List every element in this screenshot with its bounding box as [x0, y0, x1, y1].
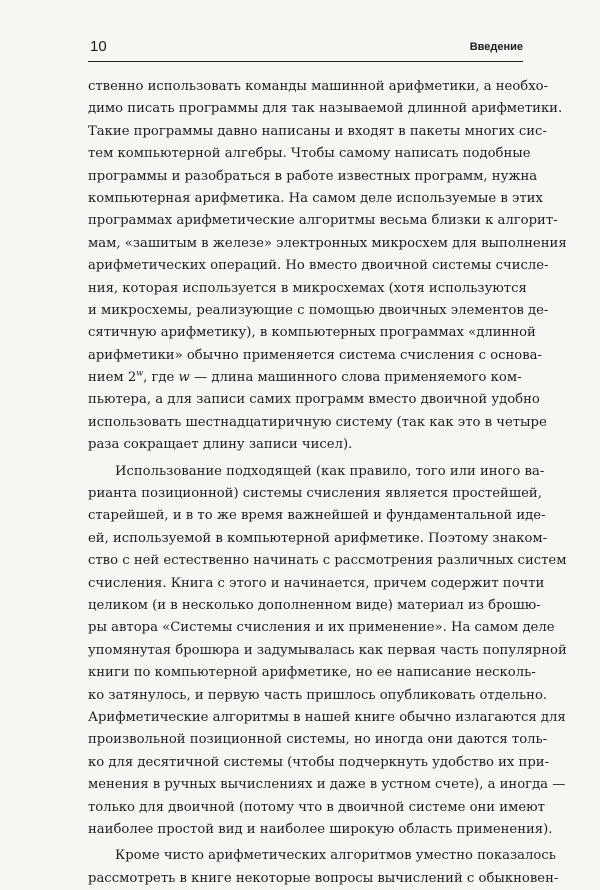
- text-line: упомянутая брошюра и задумывалась как первая часть популярной: [88, 642, 567, 658]
- text-line: ния, которая используется в микросхемах (хотя используются: [88, 280, 527, 296]
- text-line: Кроме чисто арифметических алгоритмов уместно показалось: [115, 848, 556, 864]
- formula-pre: нием 2: [88, 370, 137, 386]
- text-line: старейшей, и в то же время важнейшей и фундаментальной иде-: [88, 508, 546, 524]
- header-rule: [88, 61, 523, 62]
- text-line: ко затянулось, и первую часть пришлось опубликовать отдельно.: [88, 687, 548, 703]
- text-line: арифметики» обычно применяется система счисления с основа-: [88, 347, 542, 363]
- text-line: и микросхемы, реализующие с помощью двоичных элементов де-: [88, 302, 549, 318]
- paragraph-2: [88, 461, 567, 842]
- text-line: ры автора «Системы счисления и их применение». На самом деле: [88, 620, 555, 636]
- text-line: димо писать программы для так называемой длинной арифметики.: [88, 101, 563, 117]
- page-header: [88, 36, 523, 58]
- text-line: произвольной позиционной системы, но иногда они даются толь-: [88, 732, 548, 748]
- formula-exponent: w: [136, 368, 144, 378]
- text-line: ей, используемой в компьютерной арифметике. Поэтому знаком-: [88, 530, 548, 546]
- text-line: Арифметические алгоритмы в нашей книге обычно излагаются для: [88, 709, 566, 725]
- text-line: пьютера, а для записи самих программ вместо двоичной удобно: [88, 392, 540, 408]
- text-line: Использование подходящей (как правило, того или иного ва-: [115, 463, 545, 479]
- text-line: тем компьютерной алгебры. Чтобы самому написать подобные: [88, 146, 531, 162]
- text-line: мам, «зашитым в железе» электронных микросхем для выполнения: [88, 235, 567, 251]
- text-line: рассмотреть в книге некоторые вопросы вычислений с обыкновен-: [88, 870, 559, 886]
- body-text: [88, 76, 567, 890]
- text-line: ственно использовать команды машинной арифметики, а необхо-: [88, 79, 549, 94]
- formula-post: — длина машинного слова применяемого ком-: [189, 370, 522, 386]
- text-line: менения в ручных вычислениях и даже в устном счете), а иногда —: [88, 777, 566, 793]
- text-line: компьютерная арифметика. На самом деле используемые в этих: [88, 190, 543, 206]
- running-title: Введение: [469, 41, 523, 53]
- text-line: рианта позиционной) системы счисления является простейшей,: [88, 486, 542, 502]
- text-line: целиком (и в несколько дополненном виде) материал из брошю-: [88, 597, 541, 613]
- text-line: сятичную арифметику), в компьютерных программах «длинной: [88, 325, 536, 341]
- text-line: ко для десятичной системы (чтобы подчеркнуть удобство их при-: [88, 754, 550, 770]
- text-line: использовать шестнадцатиричную систему (так как это в четыре: [88, 414, 547, 430]
- paragraph-1: [88, 76, 567, 457]
- text-line: ство с ней естественно начинать с рассмотрения различных систем: [88, 553, 567, 569]
- text-line: наиболее простой вид и наиболее широкую область применения).: [88, 821, 553, 837]
- text-line: Такие программы давно написаны и входят в пакеты многих сис-: [88, 123, 547, 139]
- text-line: книги по компьютерной арифметике, но ее написание несколь-: [88, 665, 536, 681]
- text-line: программах арифметические алгоритмы весьма близки к алгорит-: [88, 213, 558, 229]
- formula-variable: w: [178, 370, 190, 386]
- formula-line: [88, 367, 522, 389]
- text-line: арифметических операций. Но вместо двоичной системы счисле-: [88, 258, 549, 274]
- paragraph-3: [88, 845, 559, 890]
- text-line: раза сокращает длину записи чисел).: [88, 437, 353, 453]
- text-line: программы и разобраться в работе известных программ, нужна: [88, 168, 538, 184]
- text-line: только для двоичной (потому что в двоичной системе они имеют: [88, 799, 545, 815]
- text-line: счисления. Книга с этого и начинается, причем содержит почти: [88, 575, 545, 591]
- formula-mid: , где: [143, 370, 179, 386]
- page-number: 10: [90, 38, 107, 55]
